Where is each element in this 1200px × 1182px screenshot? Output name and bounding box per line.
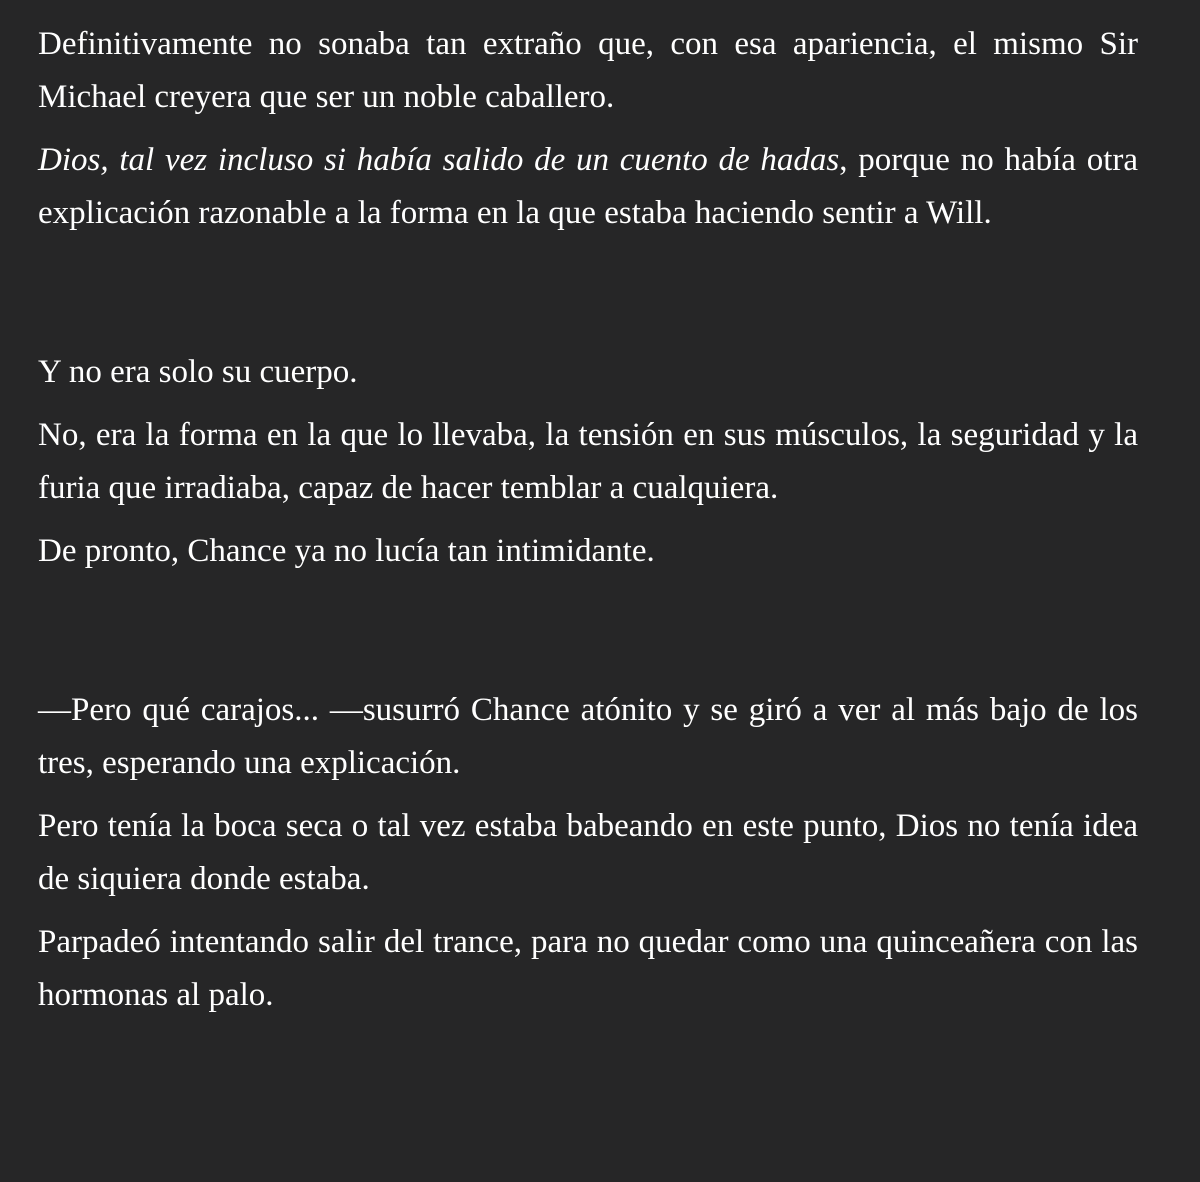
paragraph-4: No, era la forma en la que lo llevaba, la tensión en sus músculos, la seguridad y la furia que irradiaba, capaz de hacer temblar a cualquiera. [38, 417, 1138, 506]
paragraph-6: —Pero qué carajos... —susurró Chance atónito y se giró a ver al más bajo de los tres, esperando una explicación. [38, 692, 1138, 781]
paragraph-2-italic: Dios, tal vez incluso si había salido de un cuento de hadas [38, 142, 840, 178]
paragraph-5: De pronto, Chance ya no lucía tan intimidante. [38, 533, 655, 569]
scene-break-1 [38, 250, 1138, 346]
paragraph-7: Pero tenía la boca seca o tal vez estaba babeando en este punto, Dios no tenía idea de siquiera donde estaba. [38, 808, 1138, 897]
book-page [38, 18, 1138, 1032]
paragraph-1: Definitivamente no sonaba tan extraño que, con esa apariencia, el mismo Sir Michael creyera que ser un noble caballero. [38, 26, 1138, 115]
paragraph-3: Y no era solo su cuerpo. [38, 354, 358, 390]
paragraph-2: Dios, tal vez incluso si había salido de un cuento de hadas, porque no había otra explicación razonable a la forma en la que estaba haciendo sentir a Will. [38, 142, 1138, 231]
scene-break-2 [38, 588, 1138, 684]
paragraph-8: Parpadeó intentando salir del trance, para no quedar como una quinceañera con las hormonas al palo. [38, 924, 1138, 1013]
